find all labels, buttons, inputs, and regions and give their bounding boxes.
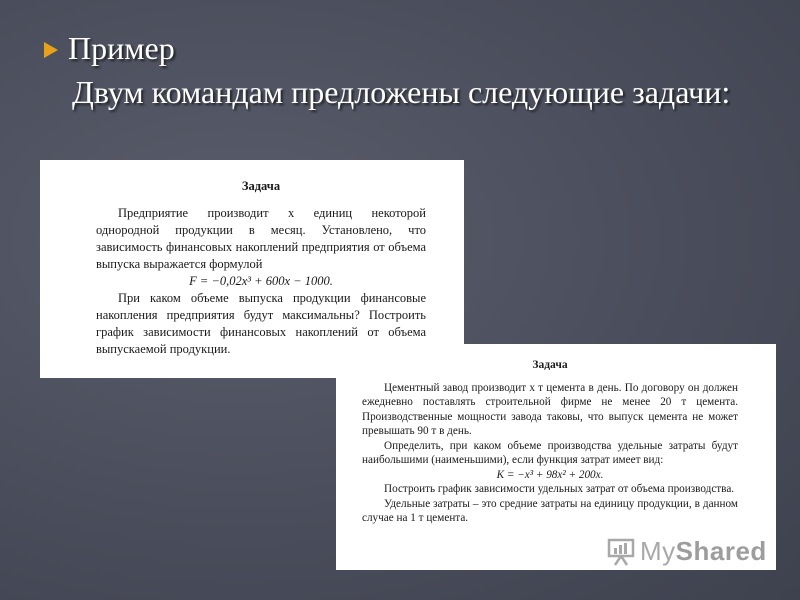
task-card-2-paragraph-3: Построить график зависимости удельных затрат от объема производства. [384,483,735,495]
task-card-2-title: Задача [532,359,568,371]
watermark-text: MyShared [640,536,767,566]
task-card-2-paragraph-4: Удельные затраты – это средние затраты на единицу продукции, в данном случае на 1 т цемента. [362,497,738,524]
bullet-arrow-icon [44,42,58,58]
slide-title: Пример [68,30,175,66]
task-card-1-paragraph-1: Предприятие производит x единиц некоторой однородной продукции в месяц. Установлено, что зависимость финансовых накоплений предприятия от объема выпуска выражается формулой [96,206,426,271]
task-card-2-paragraph-1: Цементный завод производит x т цемента в день. По договору он должен ежедневно поставлять строительной фирме не менее 20 т цемента. Производственные мощности завода таковы, что выпуск цемента не может превышать 90 т в день. [362,381,738,437]
task-card-2-paragraph-2: Определить, при каком объеме производства удельные затраты будут наибольшими (наименьшими), если функция затрат имеет вид: [362,439,738,466]
task-card-1-paragraph-2: При каком объеме выпуска продукции финансовые накопления предприятия будут максимальны? Построить график зависимости финансовых накоплений от объема выпускаемой продукции. [96,291,426,356]
task-card-1-title: Задача [241,179,281,193]
task-card-1-formula: F = −0,02x³ + 600x − 1000. [189,274,333,288]
slide-subtitle: Двум командам предложены следующие задачи: [72,74,731,110]
task-card-2-formula: K = −x³ + 98x² + 200x. [496,468,604,481]
title-row [44,30,175,67]
myshared-watermark [606,536,767,567]
presentation-board-icon [606,537,636,567]
